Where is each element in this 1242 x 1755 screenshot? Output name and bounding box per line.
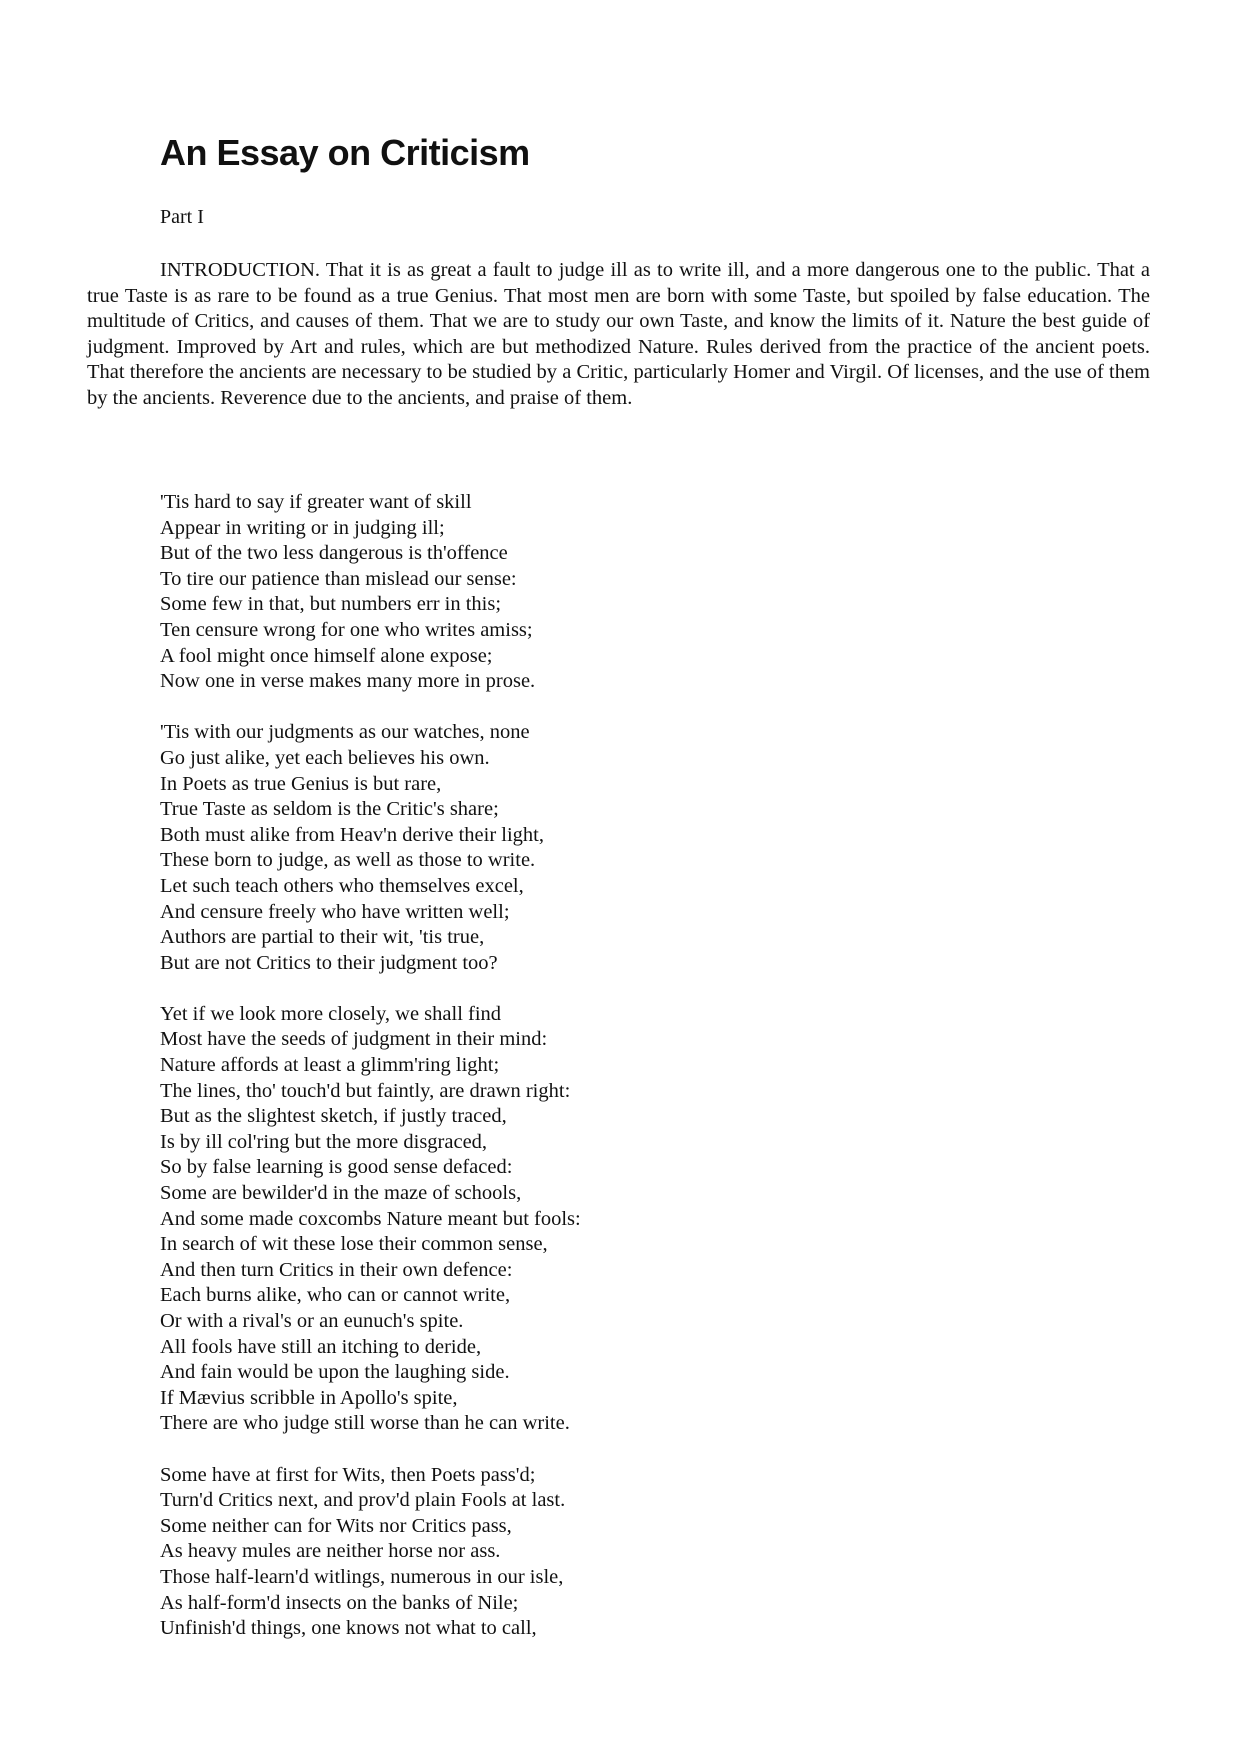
poem-line: 'Tis hard to say if greater want of skill <box>160 491 472 513</box>
poem-line: Yet if we look more closely, we shall find <box>160 1002 502 1025</box>
poem-line: But as the slightest sketch, if justly traced, <box>160 1105 507 1128</box>
poem-line: Go just alike, yet each believes his own. <box>160 746 490 769</box>
poem-line: But are not Critics to their judgment too? <box>160 951 498 974</box>
poem-line: Some are bewilder'd in the maze of schools, <box>160 1182 522 1205</box>
poem-line: The lines, tho' touch'd but faintly, are drawn right: <box>160 1079 571 1102</box>
poem-body <box>160 490 581 1667</box>
poem-line: 'Tis with our judgments as our watches, none <box>160 721 530 744</box>
poem-line: In Poets as true Genius is but rare, <box>160 772 442 795</box>
poem-stanza <box>160 720 581 976</box>
poem-line: Most have the seeds of judgment in their mind: <box>160 1028 548 1051</box>
poem-line: Ten censure wrong for one who writes amiss; <box>160 618 533 641</box>
introduction-paragraph: INTRODUCTION. That it is as great a fault to judge ill as to write ill, and a more dangerous one to the public. That a true Taste is as rare to be found as a true Genius. That most men are born with some Taste, but spoiled by false education. The multitude of Critics, and causes of them. That we are to study our own Taste, and know the limits of it. Nature the best guide of judgment. Improved by Art and rules, which are but methodized Nature. Rules derived from the practice of the ancient poets. That therefore the ancients are necessary to be studied by a Critic, particularly Homer and Virgil. Of licenses, and the use of them by the ancients. Reverence due to the ancients, and praise of them. <box>87 259 1150 409</box>
poem-line: True Taste as seldom is the Critic's share; <box>160 798 499 821</box>
poem-line: As half-form'd insects on the banks of Nile; <box>160 1591 519 1614</box>
poem-line: And then turn Critics in their own defence: <box>160 1258 513 1281</box>
poem-line: All fools have still an itching to deride, <box>160 1335 482 1358</box>
poem-line: Each burns alike, who can or cannot write, <box>160 1284 511 1307</box>
poem-stanza <box>160 1002 581 1437</box>
poem-stanza <box>160 490 581 695</box>
poem-line: There are who judge still worse than he can write. <box>160 1412 570 1435</box>
poem-line: As heavy mules are neither horse nor ass. <box>160 1540 501 1563</box>
poem-line: Appear in writing or in judging ill; <box>160 516 445 539</box>
poem-line: Authors are partial to their wit, 'tis true, <box>160 926 485 949</box>
poem-line: So by false learning is good sense defaced: <box>160 1156 513 1179</box>
poem-line: Those half-learn'd witlings, numerous in our isle, <box>160 1565 564 1588</box>
poem-line: Now one in verse makes many more in prose. <box>160 670 536 693</box>
poem-line: Unfinish'd things, one knows not what to call, <box>160 1617 537 1640</box>
poem-line: And censure freely who have written well; <box>160 900 510 923</box>
poem-line: And some made coxcombs Nature meant but fools: <box>160 1207 581 1230</box>
poem-line: These born to judge, as well as those to write. <box>160 849 536 872</box>
poem-line: Some few in that, but numbers err in this; <box>160 593 502 616</box>
poem-line: Let such teach others who themselves excel, <box>160 874 524 897</box>
poem-line: Turn'd Critics next, and prov'd plain Fools at last. <box>160 1489 566 1512</box>
poem-line: In search of wit these lose their common sense, <box>160 1233 548 1256</box>
part-heading: Part I <box>160 206 204 228</box>
document-title: An Essay on Criticism <box>160 132 530 173</box>
poem-stanza <box>160 1463 581 1642</box>
poem-line: Both must alike from Heav'n derive their light, <box>160 823 544 846</box>
poem-line: If Mævius scribble in Apollo's spite, <box>160 1386 458 1409</box>
poem-line: But of the two less dangerous is th'offence <box>160 542 508 565</box>
poem-line: To tire our patience than mislead our sense: <box>160 567 517 590</box>
poem-line: Some have at first for Wits, then Poets pass'd; <box>160 1463 536 1486</box>
poem-line: And fain would be upon the laughing side. <box>160 1361 510 1384</box>
poem-line: Nature affords at least a glimm'ring light; <box>160 1054 500 1077</box>
poem-line: Some neither can for Wits nor Critics pass, <box>160 1514 512 1537</box>
poem-line: Or with a rival's or an eunuch's spite. <box>160 1310 464 1332</box>
poem-line: Is by ill col'ring but the more disgraced, <box>160 1130 488 1153</box>
poem-line: A fool might once himself alone expose; <box>160 644 493 667</box>
